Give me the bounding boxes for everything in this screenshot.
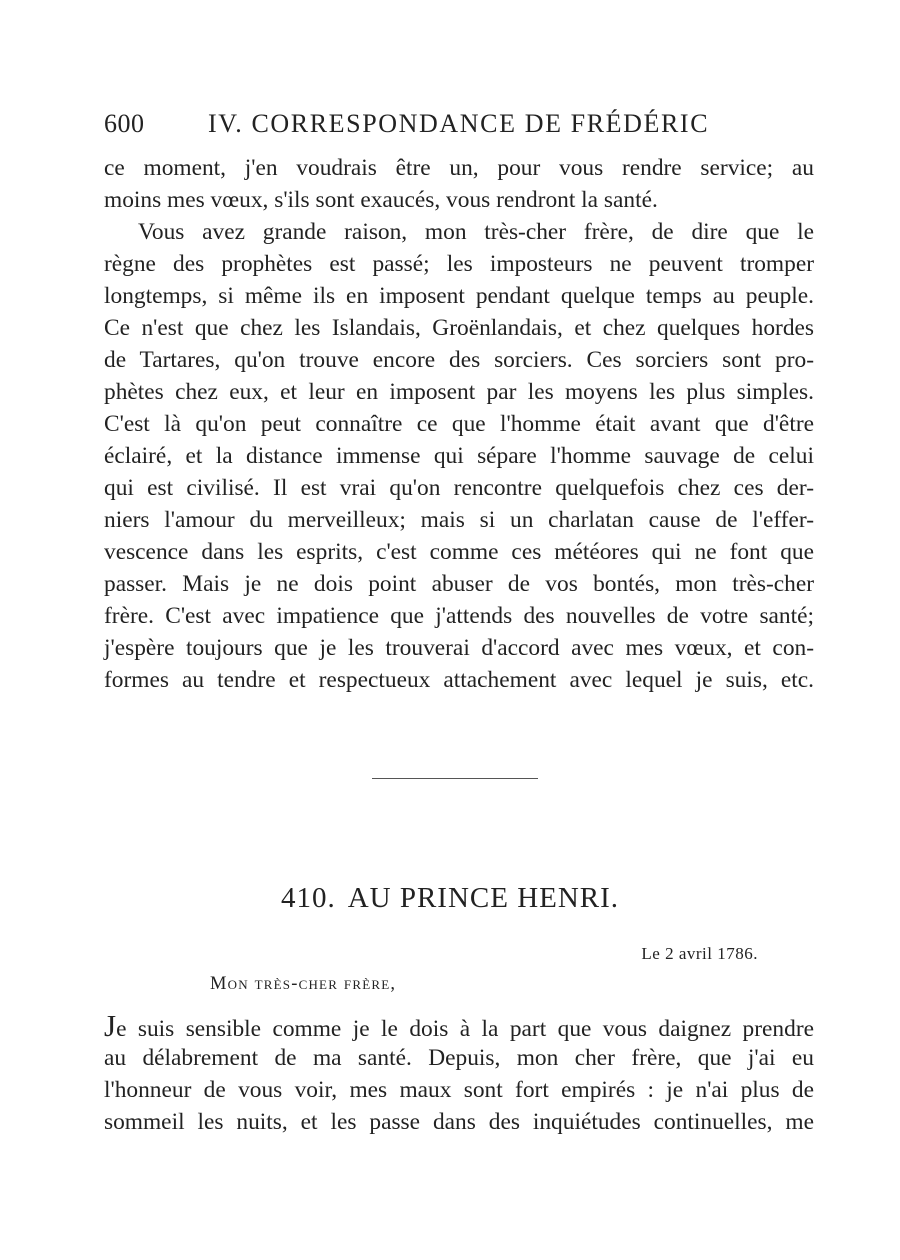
text-line: longtemps, si même ils en imposent pendant quelque temps au peuple.: [104, 283, 814, 309]
text-line: [104, 1010, 814, 1042]
text-line: phètes chez eux, et leur en imposent par les moyens les plus simples.: [104, 379, 814, 405]
letter-body: [104, 1010, 814, 1138]
text-line: moins mes vœux, s'ils sont exaucés, vous rendront la santé.: [104, 187, 658, 213]
text-line: vescence dans les esprits, c'est comme ces météores qui ne font que: [104, 539, 814, 565]
text-line: qui est civilisé. Il est vrai qu'on rencontre quelquefois chez ces der-: [104, 475, 814, 501]
text-line: formes au tendre et respectueux attachement avec lequel je suis, etc.: [104, 667, 814, 693]
text-line: C'est là qu'on peut connaître ce que l'homme était avant que d'être: [104, 411, 814, 437]
text-line: Vous avez grande raison, mon très-cher frère, de dire que le: [138, 219, 814, 245]
running-header: [104, 108, 744, 140]
text-line: passer. Mais je ne dois point abuser de vos bontés, mon très-cher: [104, 571, 814, 597]
text-line: frère. C'est avec impatience que j'attends des nouvelles de votre santé;: [104, 603, 814, 629]
text-line: sommeil les nuits, et les passe dans des inquiétudes continuelles, me: [104, 1109, 814, 1135]
text-line: éclairé, et la distance immense qui sépare l'homme sauvage de celui: [104, 443, 814, 469]
text-line: Ce n'est que chez les Islandais, Groënlandais, et chez quelques hordes: [104, 315, 814, 341]
letter-number: 410.: [280, 882, 336, 914]
continuation-text: [104, 152, 814, 696]
text-line: règne des prophètes est passé; les imposteurs ne peuvent tromper: [104, 251, 814, 277]
letter-date: Le 2 avril 1786.: [641, 944, 758, 963]
text-line: de Tartares, qu'on trouve encore des sorciers. Ces sorciers sont pro-: [104, 347, 814, 373]
running-title: IV. CORRESPONDANCE DE FRÉDÉRIC: [208, 109, 710, 138]
letter-salutation: Mon très-cher frère,: [210, 974, 397, 994]
text-line: l'honneur de vous voir, mes maux sont fort empirés : je n'ai plus de: [104, 1077, 814, 1103]
section-divider: [372, 778, 538, 779]
text-line: niers l'amour du merveilleux; mais si un charlatan cause de l'effer-: [104, 507, 814, 533]
first-line-text: e suis sensible comme je le dois à la part que vous daignez prendre: [116, 1016, 814, 1042]
letter-recipient: AU PRINCE HENRI.: [347, 882, 620, 914]
drop-cap: J: [104, 1008, 117, 1043]
text-line: j'espère toujours que je les trouverai d'accord avec mes vœux, et con-: [104, 635, 814, 661]
page-number: 600: [104, 109, 145, 138]
letter-heading: [0, 878, 900, 918]
text-line: ce moment, j'en voudrais être un, pour vous rendre service; au: [104, 155, 814, 181]
text-line: au délabrement de ma santé. Depuis, mon cher frère, que j'ai eu: [104, 1045, 814, 1071]
